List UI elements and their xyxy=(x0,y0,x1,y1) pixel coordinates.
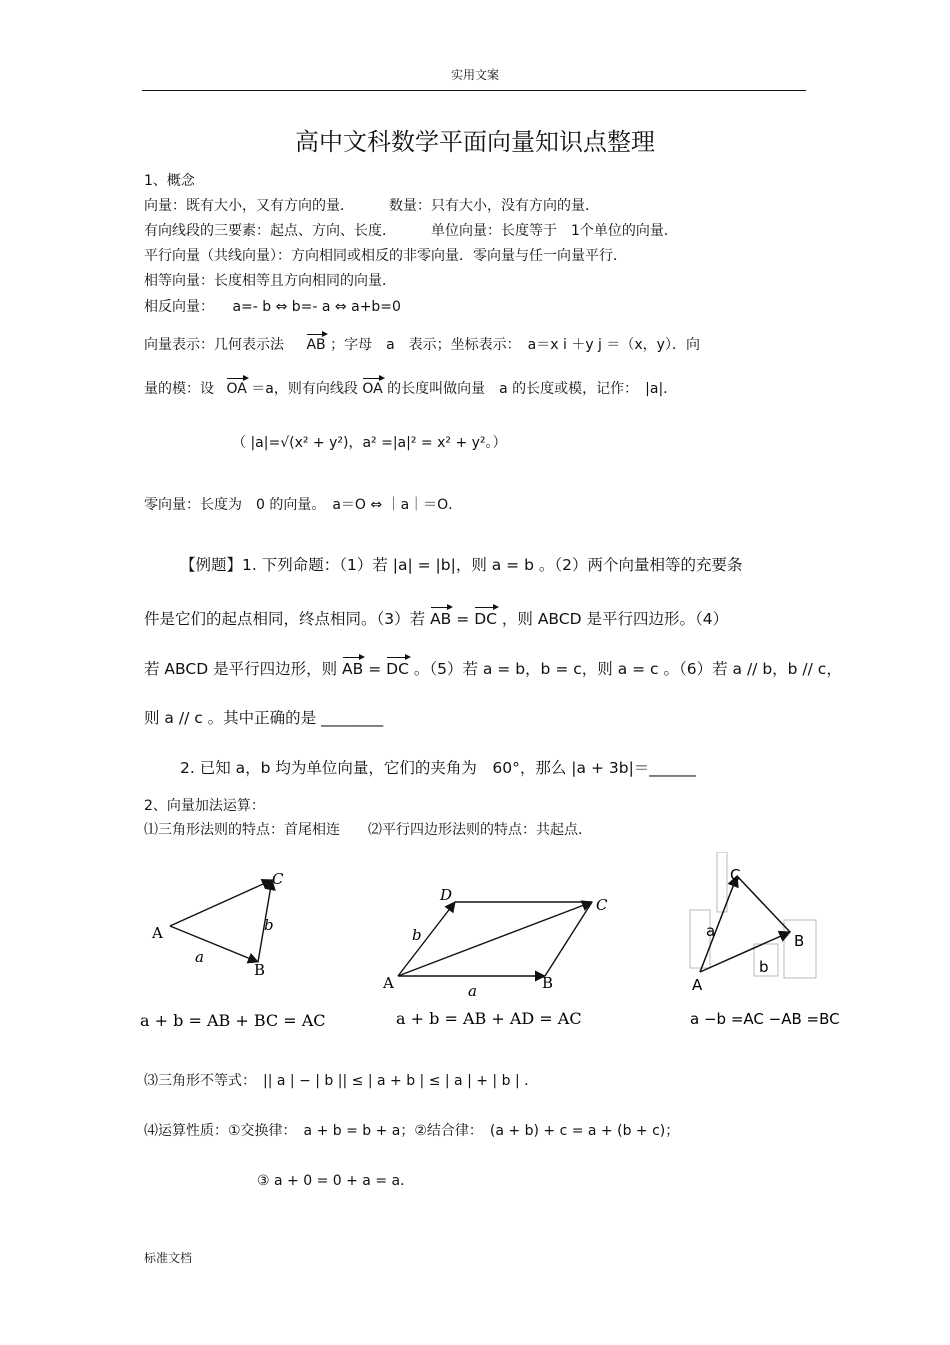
point-a: A xyxy=(152,924,163,942)
subtraction-formula: a −b =AC −AB =BC xyxy=(690,1010,840,1028)
point-d: D xyxy=(440,886,453,904)
point-c: C xyxy=(596,896,608,914)
example2: 2. 已知 a，b 均为单位向量，它们的夹角为 60°，那么 |a + 3b|＝______ xyxy=(180,759,696,777)
def-equal: 相等向量：长度相等且方向相同的向量． xyxy=(144,273,396,289)
point-c: C xyxy=(730,866,741,884)
def-vector-scalar: 向量：既有大小，又有方向的量． 数量：只有大小，没有方向的量． xyxy=(144,198,599,214)
ex-equals: = xyxy=(456,610,470,628)
mod-text-3: 的长度叫做向量 a 的长度或模，记作： |a|． xyxy=(387,381,678,397)
ex-line3-text-2: 。（5）若 a = b，b = c，则 a = c 。（6）若 a // b，b // c， xyxy=(413,660,842,678)
point-a: A xyxy=(692,976,703,994)
example1-line1: 【例题】1. 下列命题：（1）若 |a| = |b|，则 a = b 。（2）两个向量相等的充要条 xyxy=(180,556,743,574)
vector-ab-ex: AB xyxy=(430,607,451,628)
vector-dc-ex: DC xyxy=(474,607,497,628)
repr-text-2: ；字母 a 表示；坐标表示： a＝x i ＋y j ＝（x，y）．向 xyxy=(330,337,700,353)
header-divider xyxy=(142,90,806,91)
parallelogram-formula: a + b = AB + AD = AC xyxy=(396,1009,582,1028)
point-a: A xyxy=(383,974,394,992)
triangle-formula: a + b = AB + BC = AC xyxy=(140,1011,326,1030)
ex-line3-text-1: 若 ABCD 是平行四边形，则 xyxy=(144,660,338,678)
triangle-inequality: ⑶三角形不等式： || a | − | b || ≤ | a + b | ≤ | a | + | b | ． xyxy=(144,1073,539,1089)
def-opposite xyxy=(144,296,401,316)
vector-ab: AB xyxy=(306,334,325,353)
point-b: B xyxy=(542,974,554,992)
modulus-formula: （ |a|=√(x² + y²)，a² =|a|² = x² + y²。） xyxy=(232,435,507,451)
label-vec-a: a xyxy=(195,948,204,966)
opposite-formula: a=- b ⇔ b=- a ⇔ a+b=0 xyxy=(232,299,401,315)
example1-line3 xyxy=(144,657,842,679)
vector-dc-ex3: DC xyxy=(386,657,409,678)
label-vec-a: a xyxy=(468,982,477,1000)
label-vec-b: b xyxy=(759,958,769,976)
ex-line2-text-2: ，则 ABCD 是平行四边形。（4） xyxy=(501,610,729,628)
example1-line2 xyxy=(144,607,728,629)
ex-line2-text-1: 件是它们的起点相同，终点相同。（3）若 xyxy=(144,610,426,628)
vector-modulus xyxy=(144,378,677,398)
label-vec-a: a xyxy=(706,922,716,940)
vector-a-line xyxy=(170,926,258,962)
vector-oa-2: OA xyxy=(362,378,382,397)
def-parallel: 平行向量（共线向量）：方向相同或相反的非零向量．零向量与任一向量平行． xyxy=(144,248,627,264)
vector-representation xyxy=(144,334,700,354)
ex-equals-3: = xyxy=(368,660,382,678)
section1-heading: 1、概念 xyxy=(144,173,195,189)
zero-vector-property: ③ a + 0 = 0 + a = a． xyxy=(257,1173,415,1189)
addition-rules: ⑴三角形法则的特点：首尾相连 ⑵平行四边形法则的特点：共起点． xyxy=(144,822,592,838)
parallelogram-rule-figure xyxy=(380,880,630,1035)
page-footer: 标准文档 xyxy=(144,1251,193,1265)
vector-ab-ex3: AB xyxy=(342,657,363,678)
repr-text-1: 向量表示：几何表示法 xyxy=(144,337,284,353)
triangle-rule-figure xyxy=(140,860,340,1035)
page-header: 实用文案 xyxy=(450,68,499,82)
def-zero-vector: 零向量：长度为 0 的向量。 a＝O ⇔ ｜a｜＝O． xyxy=(144,497,463,513)
mod-text-1: 量的模：设 xyxy=(144,381,214,397)
label-vec-b: b xyxy=(264,916,274,934)
point-c: C xyxy=(272,870,284,888)
example1-line4: 则 a // c 。其中正确的是 ________ xyxy=(144,709,384,727)
vector-c-line xyxy=(170,880,272,926)
subtraction-figure xyxy=(682,852,842,1037)
opposite-label: 相反向量： xyxy=(144,299,214,315)
point-b: B xyxy=(794,932,805,950)
def-elements-unit: 有向线段的三要素：起点、方向、长度． 单位向量：长度等于 1个单位的向量． xyxy=(144,223,678,239)
document-title: 高中文科数学平面向量知识点整理 xyxy=(295,128,655,156)
vector-bc-line xyxy=(737,876,790,932)
operation-properties: ⑷运算性质：①交换律： a + b = b + a；②结合律： (a + b) + c = a + (b + c)； xyxy=(144,1123,680,1139)
label-vec-b: b xyxy=(412,926,422,944)
section2-heading: 2、向量加法运算： xyxy=(144,798,265,814)
vector-oa: OA xyxy=(226,378,246,397)
side-bc xyxy=(545,902,592,976)
mod-text-2: ＝a，则有向线段 xyxy=(251,381,358,397)
point-b: B xyxy=(254,961,266,979)
